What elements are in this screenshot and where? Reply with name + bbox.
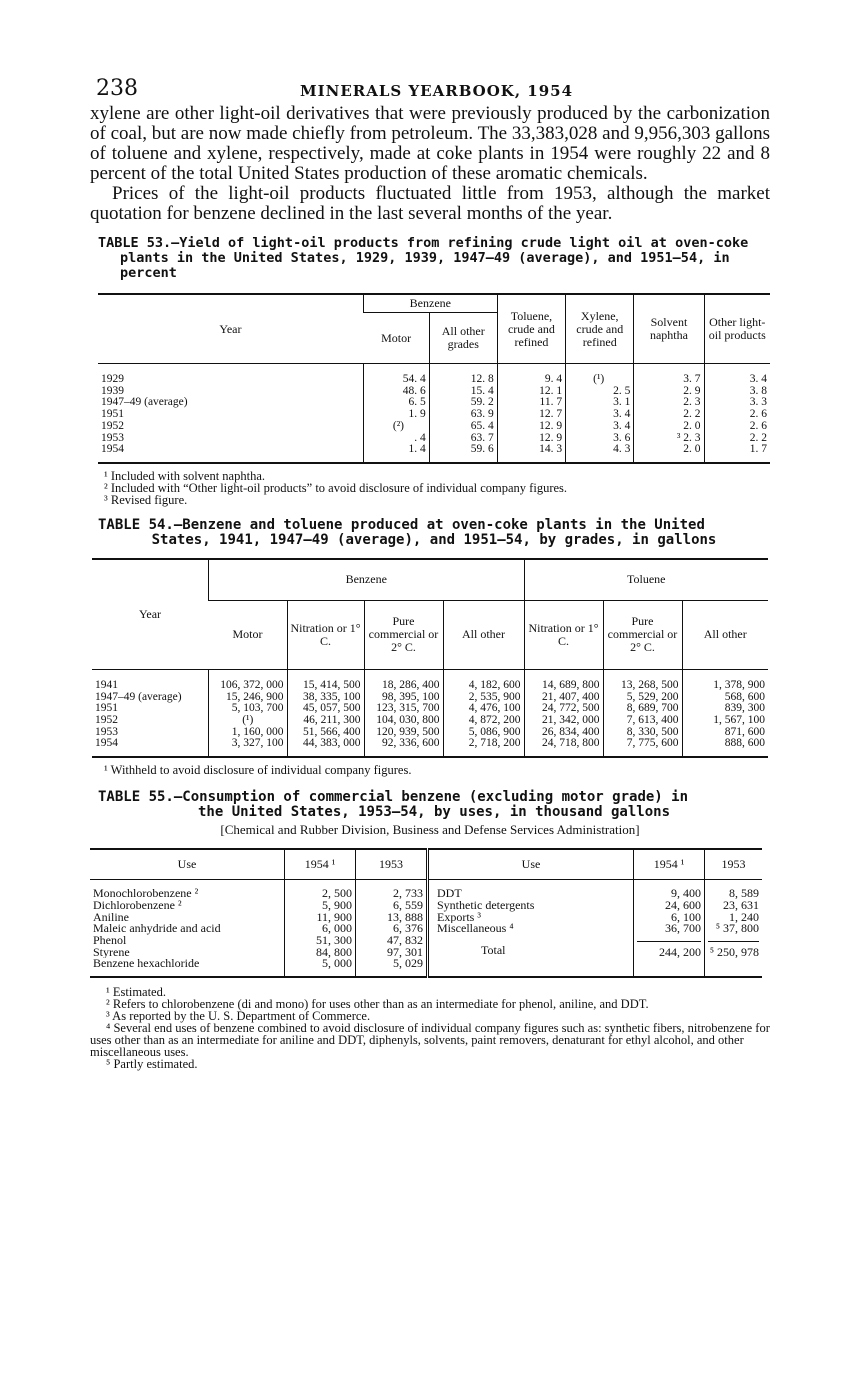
t54-col-t-other: All other (682, 600, 768, 669)
t54-cell: 24, 718, 800 (542, 737, 600, 750)
t53-cell: 12. 7 (539, 408, 563, 421)
t55-cell: 6, 559 (393, 897, 423, 912)
t55-cell: 5, 029 (393, 956, 423, 971)
t54-cell: 2, 718, 200 (468, 737, 521, 750)
t54-year: 1951 (95, 703, 118, 715)
t54-cell: 15, 246, 900 (226, 690, 284, 703)
t55-col-1954-left: 1954 ¹ (285, 849, 356, 880)
t54-cell: 120, 939, 500 (376, 725, 440, 738)
t54-year: 1953 (95, 726, 118, 738)
t53-cell: 2. 2 (683, 408, 701, 421)
t55-cell: 2, 500 (322, 886, 352, 901)
t55-right-uses (428, 880, 634, 977)
t54-cell: 1, 160, 000 (231, 725, 284, 738)
t54-b-motor-values (209, 669, 288, 757)
t55-cell: 5, 900 (322, 897, 352, 912)
t55-cell: 5, 000 (322, 956, 352, 971)
t53-cell: 1. 7 (749, 443, 767, 456)
t54-cell: 8, 689, 700 (626, 702, 679, 715)
t54-col-t-pure: Pure commercial or 2° C. (603, 600, 682, 669)
table54-title-line1: TABLE 54.—Benzene and toluene produced at oven-coke plants in the United (98, 516, 705, 533)
t55-col-use-right: Use (428, 849, 634, 880)
t54-cell: 5, 529, 200 (626, 690, 679, 703)
t55-left-1954 (285, 880, 356, 977)
t55-col-1953-right: 1953 (705, 849, 763, 880)
t54-cell: 38, 335, 100 (303, 690, 361, 703)
t53-year: 1954 (101, 444, 124, 456)
t55-right-1953 (705, 880, 763, 977)
t55-total-label: Total (481, 942, 506, 957)
t53-col-xylene: Xylene, crude and refined (566, 294, 634, 364)
t53-cell: 2. 2 (749, 431, 767, 444)
t54-col-b-nitration: Nitration or 1° C. (287, 600, 364, 669)
t53-cell: (²) (392, 419, 404, 432)
t53-cell: 6. 5 (408, 396, 426, 409)
t54-cell: 98, 395, 100 (382, 690, 440, 703)
t54-cell: 21, 407, 400 (542, 690, 600, 703)
t53-other-values (704, 364, 770, 463)
t54-cell: 4, 872, 200 (468, 714, 521, 727)
t53-cell: 3. 8 (749, 384, 767, 397)
t55-body (90, 880, 762, 977)
t54-cell: 568, 600 (724, 690, 765, 703)
t55-cell: 84, 800 (316, 944, 352, 959)
t54-cell: 1, 378, 900 (713, 678, 765, 691)
t55-col-1953-left: 1953 (356, 849, 428, 880)
t53-cell: 12. 9 (539, 431, 563, 444)
t54-cell: 46, 211, 300 (303, 714, 361, 727)
table54-title (98, 518, 770, 548)
t54-b-other-values (443, 669, 524, 757)
t53-motor-values (363, 364, 429, 463)
t53-cell: 3. 6 (613, 431, 631, 444)
t53-cell: 3. 3 (749, 396, 767, 409)
table53 (98, 293, 770, 464)
t54-cell: 21, 342, 000 (542, 714, 600, 727)
t53-cell: 3. 4 (749, 373, 767, 385)
t55-left-1953 (356, 880, 428, 977)
t55-use: Aniline (93, 911, 129, 924)
t53-cell: 63. 7 (470, 431, 494, 444)
t53-cell: 48. 6 (402, 384, 426, 397)
t54-cell: 4, 182, 600 (468, 678, 521, 691)
t53-allother-values (429, 364, 497, 463)
t53-body (98, 364, 770, 463)
t53-xylene-values (566, 364, 634, 463)
t54-cell: 18, 286, 400 (382, 678, 440, 691)
t53-cell: 12. 1 (539, 384, 563, 397)
t53-cell: 11. 7 (539, 396, 563, 409)
t54-cell: 26, 834, 400 (542, 725, 600, 738)
t53-year: 1939 (101, 385, 124, 397)
t54-b-pure-values (364, 669, 443, 757)
t55-footnote: ⁴ Several end uses of benzene combined to avoid disclosure of individual company figures such as: synthetic fibers, nitrobenzene for uses other than as an intermediate for aniline and DDT, diphenyls, solvents, paint removers, denaturant for ethyl alcohol, and other miscellaneous uses. (90, 1021, 770, 1060)
t54-years (92, 669, 209, 757)
t54-footnote: ¹ Withheld to avoid disclosure of individual company figures. (104, 763, 412, 778)
t53-footnote: ² Included with “Other light-oil products” to avoid disclosure of individual company figures. (104, 480, 568, 495)
t54-cell: 5, 086, 900 (468, 725, 521, 738)
t53-footnote: ³ Revised figure. (104, 492, 188, 507)
t54-cell: 8, 330, 500 (626, 725, 679, 738)
t55-use: Maleic anhydride and acid (93, 923, 221, 935)
t53-year: 1947–49 (average) (101, 397, 188, 409)
t53-cell: 2. 3 (683, 396, 701, 409)
t54-col-benzene: Benzene (209, 559, 525, 601)
t53-cell: 1. 9 (408, 408, 426, 421)
t55-cell: 1, 240 (729, 909, 759, 924)
t55-col-use-left: Use (90, 849, 285, 880)
table54 (92, 558, 768, 758)
t53-cell: 59. 2 (470, 396, 494, 409)
t55-cell: 36, 700 (665, 921, 701, 936)
t55-cell: 9, 400 (671, 886, 701, 901)
t53-cell: 9. 4 (544, 373, 563, 385)
t55-left-uses (90, 880, 285, 977)
t55-footnote: ³ As reported by the U. S. Department of Commerce. (106, 1009, 371, 1024)
table55-subtitle: [Chemical and Rubber Division, Business and Defense Services Administration] (220, 822, 640, 838)
t55-footnotes (90, 986, 770, 1070)
t55-cell: 6, 376 (393, 921, 423, 936)
t53-cell: 3. 7 (683, 373, 701, 385)
t55-footnote: ² Refers to chlorobenzene (di and mono) for uses other than as an intermediate for phenol, aniline, and DDT. (106, 997, 649, 1012)
t54-cell: 1, 567, 100 (713, 714, 765, 727)
t53-cell: 3. 4 (613, 419, 631, 432)
t54-col-b-other: All other (443, 600, 524, 669)
t55-use: Benzene hexachloride (93, 958, 200, 971)
t53-cell: . 4 (414, 431, 426, 444)
t53-cell: 14. 3 (539, 443, 563, 456)
t55-footnote: ⁵ Partly estimated. (106, 1057, 198, 1072)
t55-col-1954-right: 1954 ¹ (634, 849, 705, 880)
t55-total-1953: ⁵ 250, 978 (708, 941, 759, 959)
t55-total-1954: 244, 200 (637, 941, 701, 959)
t53-cell: 59. 6 (470, 443, 494, 456)
t55-cell: 24, 600 (665, 897, 701, 912)
t54-col-year: Year (92, 559, 209, 670)
table55-title-line2: the United States, 1953–54, by uses, in thousand gallons (197, 804, 670, 821)
t53-cell: 63. 9 (470, 408, 494, 421)
t53-cell: 2. 9 (683, 384, 701, 397)
t54-t-nit-values (524, 669, 603, 757)
t54-cell: 45, 057, 500 (303, 702, 361, 715)
t54-cell: 106, 372, 000 (220, 678, 284, 691)
t54-cell: 888, 600 (724, 737, 765, 750)
t54-body (92, 669, 768, 757)
t55-cell: 47, 832 (387, 932, 423, 947)
t54-cell: 839, 300 (724, 702, 765, 715)
t54-year: 1941 (95, 679, 118, 691)
page-number: 238 (96, 76, 138, 101)
t54-cell: 92, 336, 600 (382, 737, 440, 750)
paragraph-2: Prices of the light-oil products fluctuated little from 1953, although the market quotation for benzene declined in the last several months of the year. (90, 183, 770, 224)
t55-cell: 13, 888 (387, 909, 423, 924)
t53-cell: 3. 4 (613, 408, 631, 421)
t55-cell: 51, 300 (316, 932, 352, 947)
t54-year: 1952 (95, 715, 118, 727)
t54-cell: 14, 689, 800 (542, 678, 600, 691)
t55-use: Dichlorobenzene ² (93, 899, 182, 912)
t54-cell: 7, 775, 600 (626, 737, 679, 750)
t54-cell: 123, 315, 700 (376, 702, 440, 715)
t54-cell: 44, 383, 000 (303, 737, 361, 750)
t54-cell: 13, 268, 500 (621, 678, 679, 691)
t53-cell: 2. 0 (683, 419, 701, 432)
t55-footnote: ¹ Estimated. (106, 985, 166, 1000)
t54-col-b-motor: Motor (209, 600, 288, 669)
t54-cell: 104, 030, 800 (376, 714, 440, 727)
t53-cell: 15. 4 (470, 384, 494, 397)
t54-b-nit-values (287, 669, 364, 757)
t54-cell: (¹) (242, 714, 254, 727)
running-title: MINERALS YEARBOOK, 1954 (300, 82, 574, 100)
t53-cell: (¹) (593, 373, 605, 385)
t54-cell: 15, 414, 500 (303, 678, 361, 691)
t54-t-other-values (682, 669, 768, 757)
page (90, 70, 770, 1070)
t53-cell: 2. 6 (749, 419, 767, 432)
t54-col-b-pure: Pure commercial or 2° C. (364, 600, 443, 669)
t55-use: DDT (437, 888, 462, 900)
t55-cell: 11, 900 (316, 909, 352, 924)
t55-use: Styrene (93, 946, 130, 959)
t53-year: 1951 (101, 409, 124, 421)
t53-year: 1953 (101, 432, 124, 444)
t55-cell: 2, 733 (393, 886, 423, 901)
t55-use: Miscellaneous ⁴ (437, 923, 514, 935)
t55-use: Monochlorobenzene ² (93, 888, 199, 900)
t54-t-pure-values (603, 669, 682, 757)
t53-cell: 4. 3 (613, 443, 631, 456)
t53-col-solvent: Solvent naphtha (634, 294, 704, 364)
t53-solvent-values (634, 364, 704, 463)
t55-cell: ⁵ 37, 800 (715, 921, 759, 936)
t55-right-1954 (634, 880, 705, 977)
t53-cell: 2. 5 (613, 384, 631, 397)
t53-col-all-other: All other grades (429, 313, 497, 364)
page-header (90, 70, 770, 104)
t53-year: 1929 (101, 374, 124, 385)
t54-cell: 871, 600 (724, 725, 765, 738)
t54-cell: 2, 535, 900 (468, 690, 521, 703)
t54-cell: 3, 327, 100 (231, 737, 284, 750)
t53-cell: ³ 2. 3 (676, 431, 701, 444)
t55-cell: 6, 000 (322, 921, 352, 936)
t53-col-year: Year (98, 294, 363, 364)
t53-col-other: Other light-oil products (704, 294, 770, 364)
t55-use: Phenol (93, 934, 127, 947)
t54-cell: 7, 613, 400 (626, 714, 679, 727)
t55-cell: 23, 631 (723, 897, 759, 912)
t55-cell: 6, 100 (671, 909, 701, 924)
t53-footnotes (104, 470, 770, 506)
table55 (90, 848, 762, 978)
t54-cell: 4, 476, 100 (468, 702, 521, 715)
table55-title-line1: TABLE 55.—Consumption of commercial benzene (excluding motor grade) in (98, 789, 689, 806)
t54-year: 1954 (95, 738, 118, 750)
t53-year: 1952 (101, 420, 124, 432)
t53-col-motor: Motor (363, 313, 429, 364)
t53-years (98, 364, 363, 463)
t53-cell: 3. 1 (613, 396, 631, 409)
t55-cell: 8, 589 (729, 886, 759, 901)
table53-title: TABLE 53.—Yield of light-oil products from refining crude light oil at oven-coke plants in the United States, 1929, 1939, 1947–49 (average), and 1951–54, in percent (98, 235, 749, 281)
t53-cell: 2. 6 (749, 408, 767, 421)
t53-cell: 1. 4 (408, 443, 426, 456)
t53-cell: 2. 0 (683, 443, 701, 456)
t54-cell: 51, 566, 400 (303, 725, 361, 738)
t55-use: Exports ³ (437, 911, 481, 924)
t54-year: 1947–49 (average) (95, 691, 182, 703)
table54-title-line2: States, 1941, 1947–49 (average), and 1951–54, by grades, in gallons (151, 531, 717, 548)
t53-cell: 12. 8 (470, 373, 494, 385)
t53-cell: 65. 4 (470, 419, 494, 432)
t54-cell: 24, 772, 500 (542, 702, 600, 715)
t53-col-benzene: Benzene (363, 294, 497, 313)
paragraph-1: xylene are other light-oil derivatives that were previously produced by the carbonization of coal, but are now made chiefly from petroleum. The 33,383,028 and 9,956,303 gallons of toluene and xylene, respectively, made at coke plants in 1954 were roughly 22 and 8 percent of the total United States production of these aromatic chemicals. (90, 103, 770, 184)
t54-col-t-nitration: Nitration or 1° C. (524, 600, 603, 669)
t53-col-toluene: Toluene, crude and refined (497, 294, 565, 364)
t53-toluene-values (497, 364, 565, 463)
t55-use: Synthetic detergents (437, 899, 535, 912)
t53-cell: 54. 4 (402, 373, 426, 385)
t53-cell: 12. 9 (539, 419, 563, 432)
t54-cell: 5, 103, 700 (231, 702, 284, 715)
table55-title (98, 790, 770, 820)
t55-cell: 97, 301 (387, 944, 423, 959)
t53-footnote: ¹ Included with solvent naphtha. (104, 468, 266, 483)
t54-col-toluene: Toluene (524, 559, 768, 601)
